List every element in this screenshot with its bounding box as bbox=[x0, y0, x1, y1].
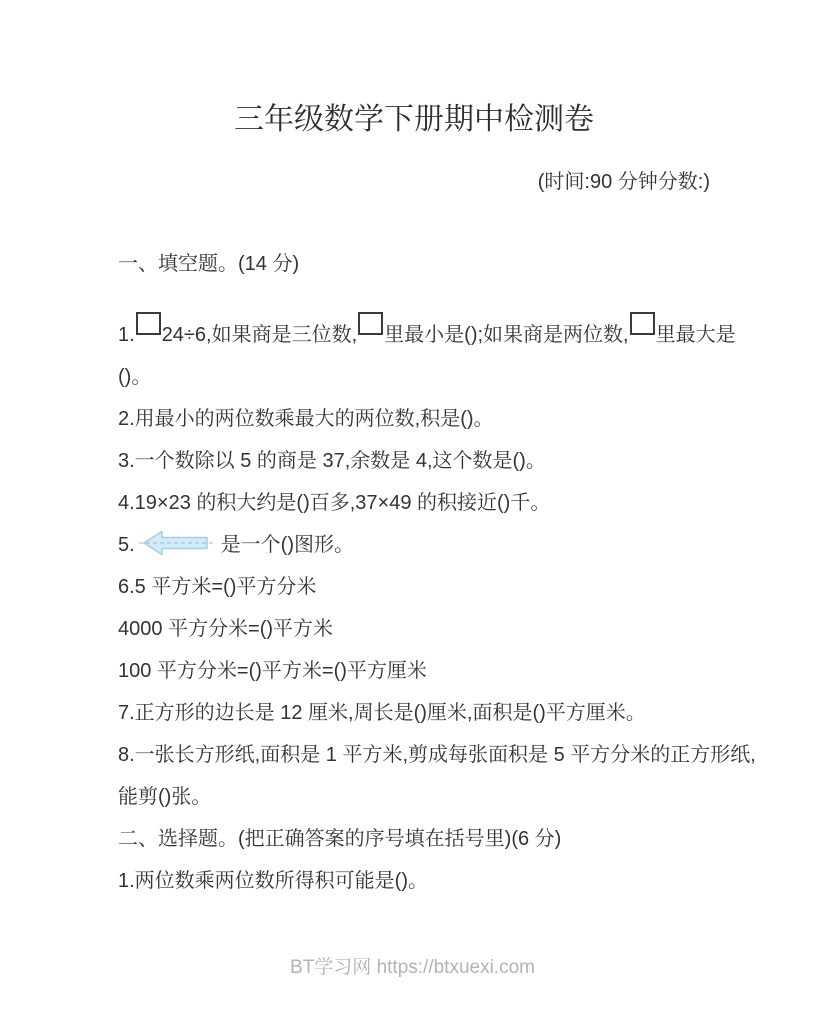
question-1-number: 1. bbox=[118, 324, 135, 346]
blank-box-icon bbox=[630, 312, 655, 335]
question-5 bbox=[118, 524, 710, 566]
page-title: 三年级数学下册期中检测卷 bbox=[234, 103, 594, 136]
section2-heading: 二、选择题。(把正确答案的序号填在括号里)(6 分) bbox=[118, 828, 562, 850]
question-6-line-3: 100 平方分米=()平方米=()平方厘米 bbox=[118, 660, 427, 682]
blank-box-icon bbox=[136, 312, 161, 335]
section1-heading: 一、填空题。(14 分) bbox=[118, 253, 300, 275]
question-7: 7.正方形的边长是 12 厘米,周长是()厘米,面积是()平方厘米。 bbox=[118, 702, 646, 724]
question-3: 3.一个数除以 5 的商是 37,余数是 4,这个数是()。 bbox=[118, 450, 546, 472]
question-8-line-2: 能剪()张。 bbox=[118, 786, 212, 808]
question-1-text-c: 里最大是 bbox=[655, 324, 736, 346]
blank-box-icon bbox=[358, 312, 383, 335]
exam-time-score-meta: (时间:90 分钟分数:) bbox=[537, 171, 710, 193]
question-1-line-1 bbox=[118, 312, 736, 356]
exam-content bbox=[118, 0, 756, 902]
question-1-text-b: 里最小是();如果商是两位数, bbox=[384, 324, 629, 346]
section2-question-1: 1.两位数乘两位数所得积可能是()。 bbox=[118, 870, 428, 892]
question-2: 2.用最小的两位数乘最大的两位数,积是()。 bbox=[118, 408, 494, 430]
left-arrow-icon bbox=[139, 526, 215, 560]
watermark-footer: BT学习网 https://btxuexi.com bbox=[290, 957, 535, 978]
question-4: 4.19×23 的积大约是()百多,37×49 的积接近()千。 bbox=[118, 492, 551, 514]
question-6-line-1: 6.5 平方米=()平方分米 bbox=[118, 576, 317, 598]
question-5-text: 是一个()图形。 bbox=[220, 534, 355, 556]
question-6-line-2: 4000 平方分米=()平方米 bbox=[118, 618, 334, 640]
question-5-number: 5. bbox=[118, 534, 135, 556]
question-1-line-2: ()。 bbox=[118, 366, 152, 388]
question-list bbox=[118, 312, 756, 902]
question-8-line-1: 8.一张长方形纸,面积是 1 平方米,剪成每张面积是 5 平方分米的正方形纸, bbox=[118, 744, 756, 766]
question-1-text-a: 24÷6,如果商是三位数, bbox=[161, 324, 358, 346]
